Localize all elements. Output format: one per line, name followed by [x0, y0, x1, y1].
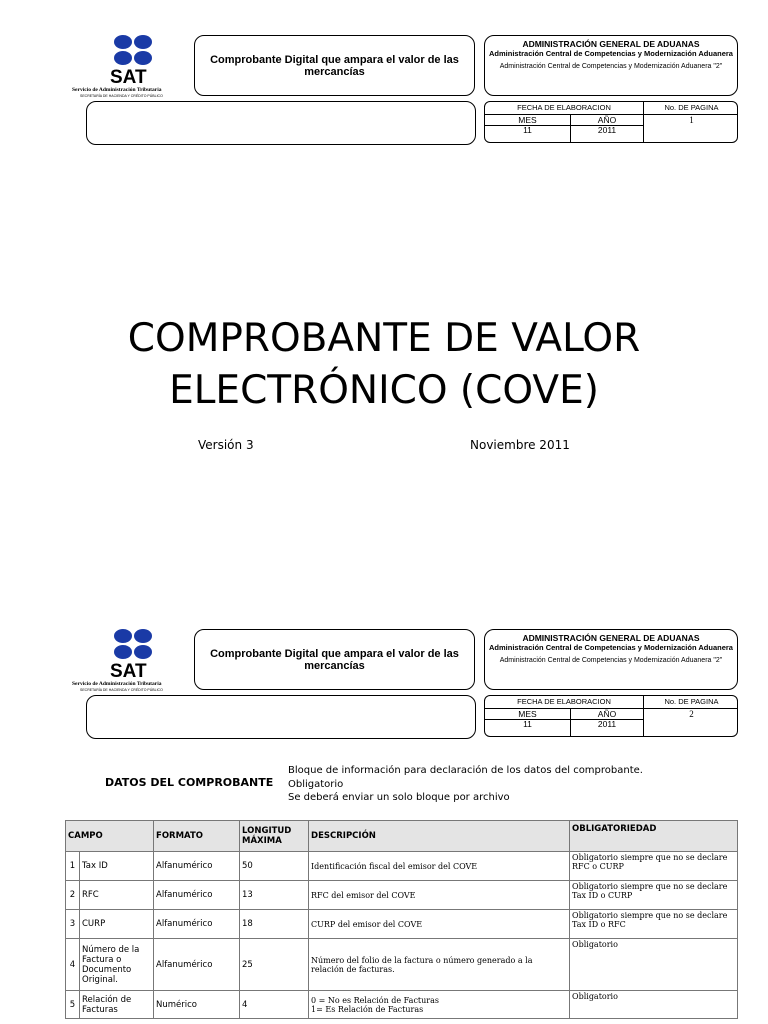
header-formato: FORMATO	[154, 821, 240, 852]
admin-box	[484, 629, 738, 690]
logo-dot-icon	[114, 35, 132, 49]
mes-value: 11	[523, 125, 532, 135]
blank-box	[86, 695, 476, 739]
cell-campo: Relación de Facturas	[80, 991, 154, 1019]
admin-line3: Administración Central de Competencias y Modernización Aduanera "2"	[499, 657, 723, 664]
table-row	[66, 852, 738, 881]
page-number: 1	[689, 115, 694, 125]
divider	[485, 719, 643, 720]
logo-dot-icon	[134, 35, 152, 49]
section-desc-line3: Se deberá enviar un solo bloque por archivo	[288, 792, 510, 803]
cell-formato: Alfanumérico	[154, 910, 240, 939]
row-number: 1	[66, 852, 80, 881]
cover-title	[0, 313, 768, 417]
mes-cell	[485, 115, 571, 143]
cell-obligatoriedad: Obligatorio siempre que no se declare Tax ID o RFC	[570, 910, 738, 939]
page-header-1	[0, 0, 768, 135]
cell-descripcion	[309, 991, 570, 1019]
desc-line1: 0 = No es Relación de Facturas	[311, 995, 439, 1005]
row-number: 5	[66, 991, 80, 1019]
logo-subtitle-2: SECRETARÍA DE HACIENDA Y CRÉDITO PÚBLICO	[80, 688, 163, 692]
cell-obligatoriedad: Obligatorio siempre que no se declare RFC o CURP	[570, 852, 738, 881]
admin-line2: Administración Central de Competencias y Modernización Aduanera	[489, 49, 733, 58]
mes-label: MES	[518, 709, 537, 719]
admin-box	[484, 35, 738, 96]
doc-title-box: Comprobante Digital que ampara el valor de las mercancías	[194, 35, 475, 96]
table-row	[66, 939, 738, 991]
cell-longitud: 50	[240, 852, 309, 881]
cell-campo: Tax ID	[80, 852, 154, 881]
logo-subtitle-2: SECRETARÍA DE HACIENDA Y CRÉDITO PÚBLICO	[80, 94, 163, 98]
cell-longitud: 18	[240, 910, 309, 939]
logo-subtitle: Servicio de Administración Tributaria	[72, 87, 162, 93]
section-desc-line1: Bloque de información para declaración de los datos del comprobante.	[288, 765, 643, 776]
cell-formato: Alfanumérico	[154, 939, 240, 991]
cell-descripcion: RFC del emisor del COVE	[309, 881, 570, 910]
blank-box	[86, 101, 476, 145]
cell-formato: Alfanumérico	[154, 881, 240, 910]
fecha-table	[484, 101, 738, 143]
cell-longitud: 25	[240, 939, 309, 991]
logo-text: SAT	[110, 67, 147, 88]
divider	[485, 125, 643, 126]
cell-formato: Alfanumérico	[154, 852, 240, 881]
cell-longitud: 4	[240, 991, 309, 1019]
page-header-2	[0, 594, 768, 729]
section-label: DATOS DEL COMPROBANTE	[105, 776, 274, 789]
table-row	[66, 910, 738, 939]
admin-line2: Administración Central de Competencias y Modernización Aduanera	[489, 643, 733, 652]
mes-cell	[485, 709, 571, 737]
sat-logo	[72, 35, 194, 99]
cover-title-line1: COMPROBANTE DE VALOR	[127, 316, 641, 361]
desc-line2: 1= Es Relación de Facturas	[311, 1004, 424, 1014]
doc-title-box: Comprobante Digital que ampara el valor de las mercancías	[194, 629, 475, 690]
cell-formato: Numérico	[154, 991, 240, 1019]
logo-dot-icon	[114, 629, 132, 643]
cell-obligatoriedad: Obligatorio	[570, 991, 738, 1019]
cell-descripcion: CURP del emisor del COVE	[309, 910, 570, 939]
logo-dot-icon	[134, 645, 152, 659]
admin-line3: Administración Central de Competencias y Modernización Aduanera "2"	[499, 63, 723, 70]
fecha-table	[484, 695, 738, 737]
admin-line1: ADMINISTRACIÓN GENERAL DE ADUANAS	[522, 39, 700, 49]
pagina-label: No. DE PAGINA	[644, 696, 738, 709]
mes-label: MES	[518, 115, 537, 125]
anio-label: AÑO	[597, 115, 617, 125]
cell-campo: Número de la Factura o Documento Original.	[80, 939, 154, 991]
row-number: 4	[66, 939, 80, 991]
cover-date: Noviembre 2011	[470, 438, 570, 452]
header-campo: CAMPO	[66, 821, 154, 852]
anio-cell	[571, 709, 644, 737]
cell-campo: CURP	[80, 910, 154, 939]
logo-dot-icon	[134, 629, 152, 643]
header-descripcion: DESCRIPCIÓN	[309, 821, 570, 852]
row-number: 2	[66, 881, 80, 910]
cell-longitud: 13	[240, 881, 309, 910]
cell-descripcion: Identificación fiscal del emisor del COVE	[309, 852, 570, 881]
logo-dot-icon	[134, 51, 152, 65]
logo-text: SAT	[110, 661, 147, 682]
cell-campo: RFC	[80, 881, 154, 910]
row-number: 3	[66, 910, 80, 939]
header-longitud: LONGITUD MÁXIMA	[240, 821, 309, 852]
logo-dot-icon	[114, 51, 132, 65]
cell-obligatoriedad: Obligatorio siempre que no se declare Tax ID o CURP	[570, 881, 738, 910]
sat-logo	[72, 629, 194, 693]
anio-cell	[571, 115, 644, 143]
table-row	[66, 991, 738, 1019]
anio-value: 2011	[597, 125, 617, 135]
cover-title-line2: ELECTRÓNICO (COVE)	[169, 368, 599, 413]
cell-obligatoriedad: Obligatorio	[570, 939, 738, 991]
page-number: 2	[689, 709, 694, 719]
section-desc-line2: Obligatorio	[288, 778, 344, 790]
cell-descripcion: Número del folio de la factura o número generado a la relación de facturas.	[309, 939, 570, 991]
fecha-label: FECHA DE ELABORACION	[485, 696, 644, 709]
fields-table	[65, 820, 738, 1019]
anio-label: AÑO	[597, 709, 617, 719]
header-obligatoriedad: OBLIGATORIEDAD	[570, 821, 738, 852]
fecha-label: FECHA DE ELABORACION	[485, 102, 644, 115]
table-header-row	[66, 821, 738, 852]
table-row	[66, 881, 738, 910]
logo-subtitle: Servicio de Administración Tributaria	[72, 681, 162, 687]
section-description	[288, 764, 643, 805]
admin-line1: ADMINISTRACIÓN GENERAL DE ADUANAS	[522, 633, 700, 643]
cover-version: Versión 3	[198, 438, 254, 452]
anio-value: 2011	[597, 719, 617, 729]
logo-dot-icon	[114, 645, 132, 659]
mes-value: 11	[523, 719, 532, 729]
pagina-label: No. DE PAGINA	[644, 102, 738, 115]
